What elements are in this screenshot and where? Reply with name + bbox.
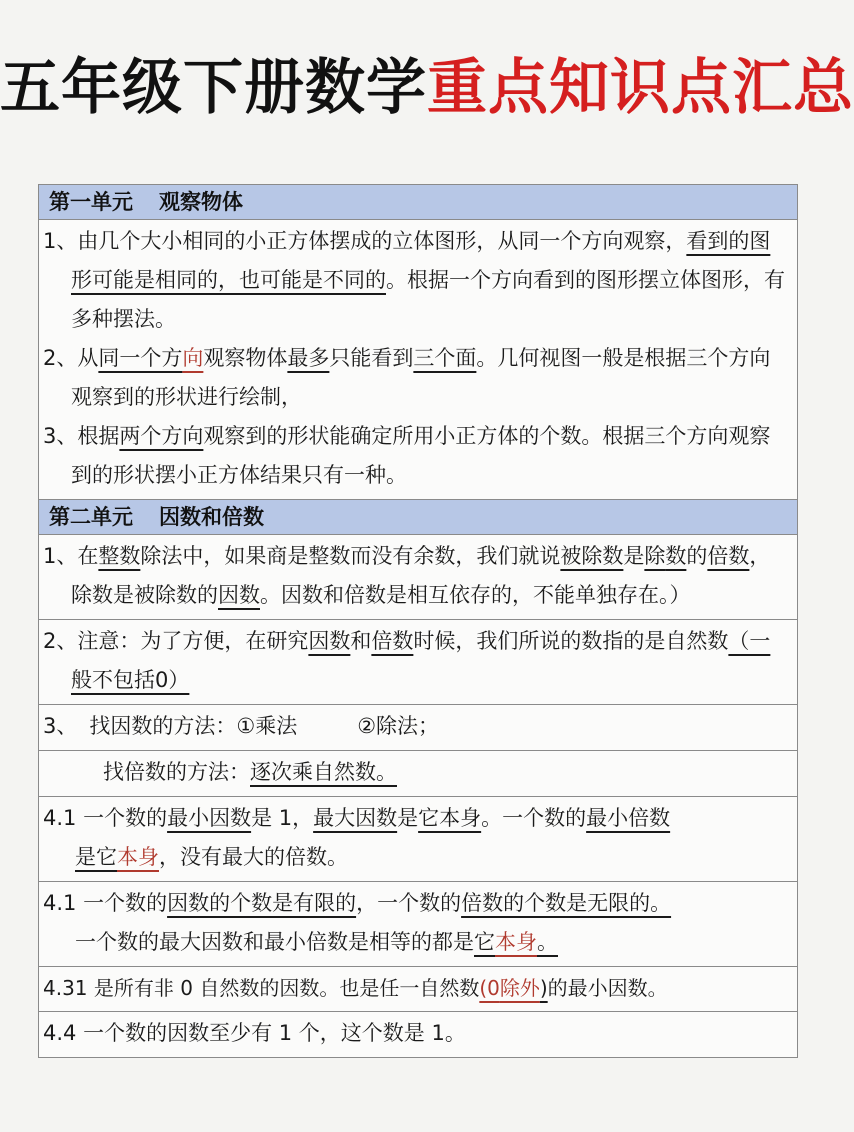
unit2-point-3b: 找倍数的方法：逐次乘自然数。 bbox=[39, 751, 797, 797]
unit2-point-2: 2、注意：为了方便，在研究因数和倍数时候，我们所说的数指的是自然数（一般不包括0） bbox=[39, 620, 797, 705]
page-title bbox=[0, 52, 854, 124]
unit2-point-4-2: 4.1 一个数的因数的个数是有限的，一个数的倍数的个数是无限的。 一个数的最大因数和最小倍数是相等的都是它本身。 bbox=[39, 882, 797, 967]
unit2-name: 第二单元 bbox=[49, 505, 133, 529]
unit1-point-1: 1、由几个大小相同的小正方体摆成的立体图形，从同一个方向观察，看到的图形可能是相同的，也可能是不同的。根据一个方向看到的图形摆立体图形，有多种摆法。 bbox=[43, 229, 785, 331]
unit2-point-1: 1、在整数除法中，如果商是整数而没有余数，我们就说被除数是除数的倍数，除数是被除数的因数。因数和倍数是相互依存的，不能单独存在。） bbox=[39, 535, 797, 620]
unit2-point-3: 3、 找因数的方法：①乘法 ②除法； bbox=[39, 705, 797, 751]
knowledge-sheet bbox=[38, 184, 798, 1058]
unit2-point-4-4: 4.4 一个数的因数至少有 1 个，这个数是 1。 bbox=[39, 1012, 797, 1058]
unit2-point-4-1: 4.1 一个数的最小因数是 1，最大因数是它本身。一个数的最小倍数 是它本身，没有最大的倍数。 bbox=[39, 797, 797, 882]
unit1-topic: 观察物体 bbox=[159, 190, 243, 214]
unit1-header bbox=[39, 185, 797, 220]
unit2-point-4-3: 4.31 是所有非 0 自然数的因数。也是任一自然数(0除外)的最小因数。 bbox=[39, 967, 797, 1012]
unit1-name: 第一单元 bbox=[49, 190, 133, 214]
title-red: 重点知识点汇总 bbox=[427, 53, 854, 123]
unit2-topic: 因数和倍数 bbox=[159, 505, 264, 529]
unit1-point-3: 3、根据两个方向观察到的形状能确定所用小正方体的个数。根据三个方向观察到的形状摆小正方体结果只有一种。 bbox=[43, 424, 771, 487]
unit1-content bbox=[39, 220, 797, 500]
title-black: 五年级下册数学 bbox=[0, 53, 427, 123]
unit2-header bbox=[39, 500, 797, 535]
unit1-point-2: 2、从同一个方向观察物体最多只能看到三个面。几何视图一般是根据三个方向观察到的形状进行绘制， bbox=[43, 346, 771, 409]
